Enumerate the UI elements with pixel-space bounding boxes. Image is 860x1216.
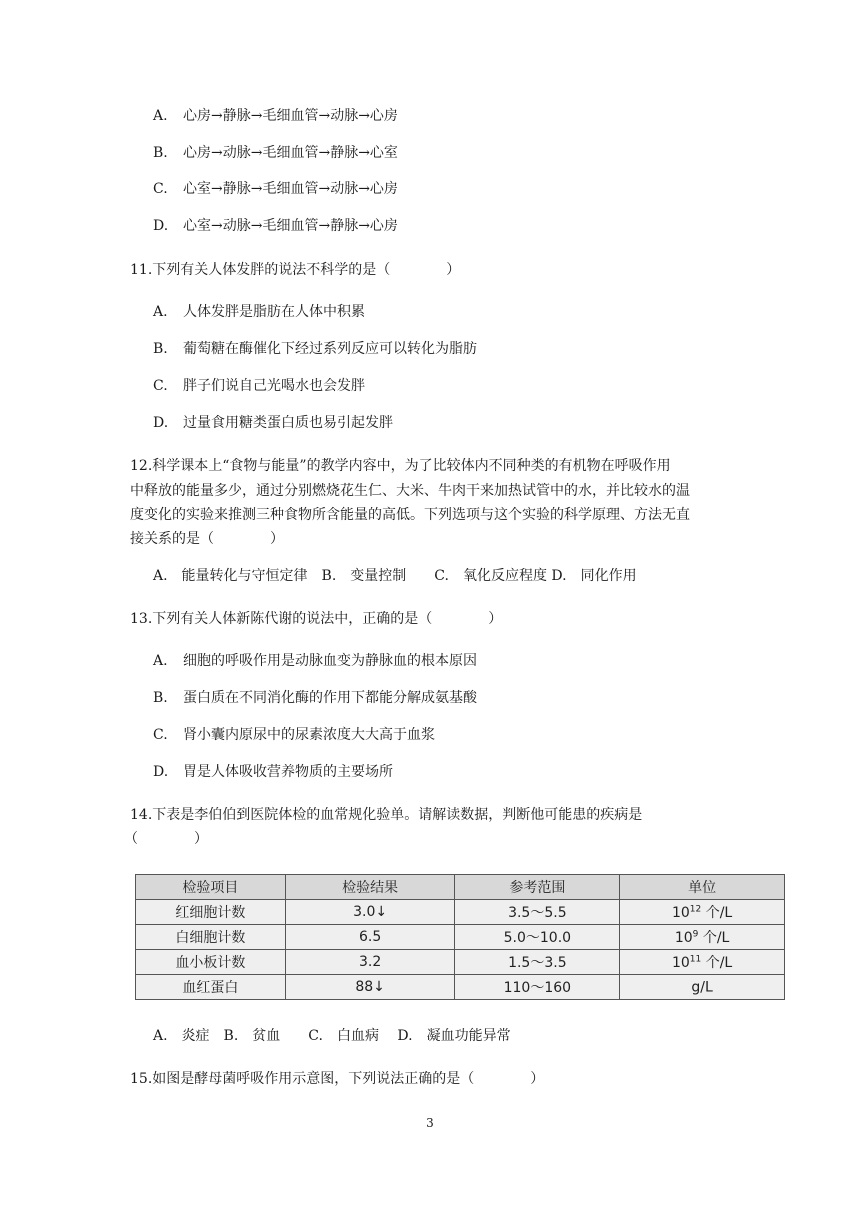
header-result: 检验结果: [285, 875, 455, 900]
q11-option-c: C. 胖子们说自己光喝水也会发胖: [153, 378, 365, 394]
cell-item: 血红蛋白: [136, 975, 286, 1000]
cell-result: 6.5: [285, 925, 455, 950]
table-row: [136, 925, 785, 950]
table-row: [136, 975, 785, 1000]
cell-range: 3.5～5.5: [455, 900, 620, 925]
q12-stem-line-3: 度变化的实验来推测三种食物所含能量的高低。下列选项与这个实验的科学原理、方法无直: [130, 507, 690, 523]
q12-stem-line-4: 接关系的是（ ）: [130, 531, 284, 547]
cell-unit: g/L: [620, 975, 785, 1000]
q12-options: A. 能量转化与守恒定律 B. 变量控制 C. 氧化反应程度 D. 同化作用: [153, 568, 637, 584]
q14-stem-line-1: 14.下表是李伯伯到医院体检的血常规化验单。请解读数据，判断他可能患的疾病是: [130, 807, 643, 823]
q13-option-a: A. 细胞的呼吸作用是动脉血变为静脉血的根本原因: [153, 653, 477, 669]
header-unit: 单位: [620, 875, 785, 900]
q15-stem: 15.如图是酵母菌呼吸作用示意图，下列说法正确的是（ ）: [130, 1071, 545, 1087]
q12-stem-line-2: 中释放的能量多少，通过分别燃烧花生仁、大米、牛肉干来加热试管中的水，并比较水的温: [130, 483, 690, 499]
q14-options: A. 炎症 B. 贫血 C. 白血病 D. 凝血功能异常: [153, 1028, 511, 1044]
q13-option-b: B. 蛋白质在不同消化酶的作用下都能分解成氨基酸: [153, 690, 477, 706]
q10-option-d: D. 心室→动脉→毛细血管→静脉→心房: [153, 218, 398, 234]
q13-option-c: C. 肾小囊内原尿中的尿素浓度大大高于血浆: [153, 727, 435, 743]
q11-option-d: D. 过量食用糖类蛋白质也易引起发胖: [153, 415, 393, 431]
header-range: 参考范围: [455, 875, 620, 900]
cell-unit: $10^{12}$ 个/L: [620, 900, 785, 925]
q14-stem-line-2: （ ）: [124, 831, 208, 847]
q13-stem: 13.下列有关人体新陈代谢的说法中，正确的是（ ）: [130, 611, 503, 627]
page-number: 3: [426, 1116, 434, 1130]
header-item: 检验项目: [136, 875, 286, 900]
cell-item: 红细胞计数: [136, 900, 286, 925]
q10-option-c: C. 心室→静脉→毛细血管→动脉→心房: [153, 181, 398, 197]
cell-unit: $10^{11}$ 个/L: [620, 950, 785, 975]
cell-unit: $10^9$ 个/L: [620, 925, 785, 950]
cell-range: 1.5～3.5: [455, 950, 620, 975]
table-header-row: [136, 875, 785, 900]
cell-range: 5.0～10.0: [455, 925, 620, 950]
q10-option-b: B. 心房→动脉→毛细血管→静脉→心室: [153, 145, 398, 161]
q10-option-a: A. 心房→静脉→毛细血管→动脉→心房: [153, 108, 398, 124]
cell-result: 88↓: [285, 975, 455, 1000]
table-row: [136, 950, 785, 975]
blood-test-table: [135, 874, 785, 1000]
cell-range: 110～160: [455, 975, 620, 1000]
q11-option-a: A. 人体发胖是脂肪在人体中积累: [153, 304, 365, 320]
cell-item: 白细胞计数: [136, 925, 286, 950]
q11-option-b: B. 葡萄糖在酶催化下经过系列反应可以转化为脂肪: [153, 341, 477, 357]
cell-item: 血小板计数: [136, 950, 286, 975]
table-row: [136, 900, 785, 925]
cell-result: 3.2: [285, 950, 455, 975]
q11-stem: 11.下列有关人体发胖的说法不科学的是（ ）: [130, 262, 461, 278]
q12-stem-line-1: 12.科学课本上“食物与能量”的教学内容中，为了比较体内不同种类的有机物在呼吸作用: [130, 458, 671, 474]
cell-result: 3.0↓: [285, 900, 455, 925]
q13-option-d: D. 胃是人体吸收营养物质的主要场所: [153, 764, 393, 780]
